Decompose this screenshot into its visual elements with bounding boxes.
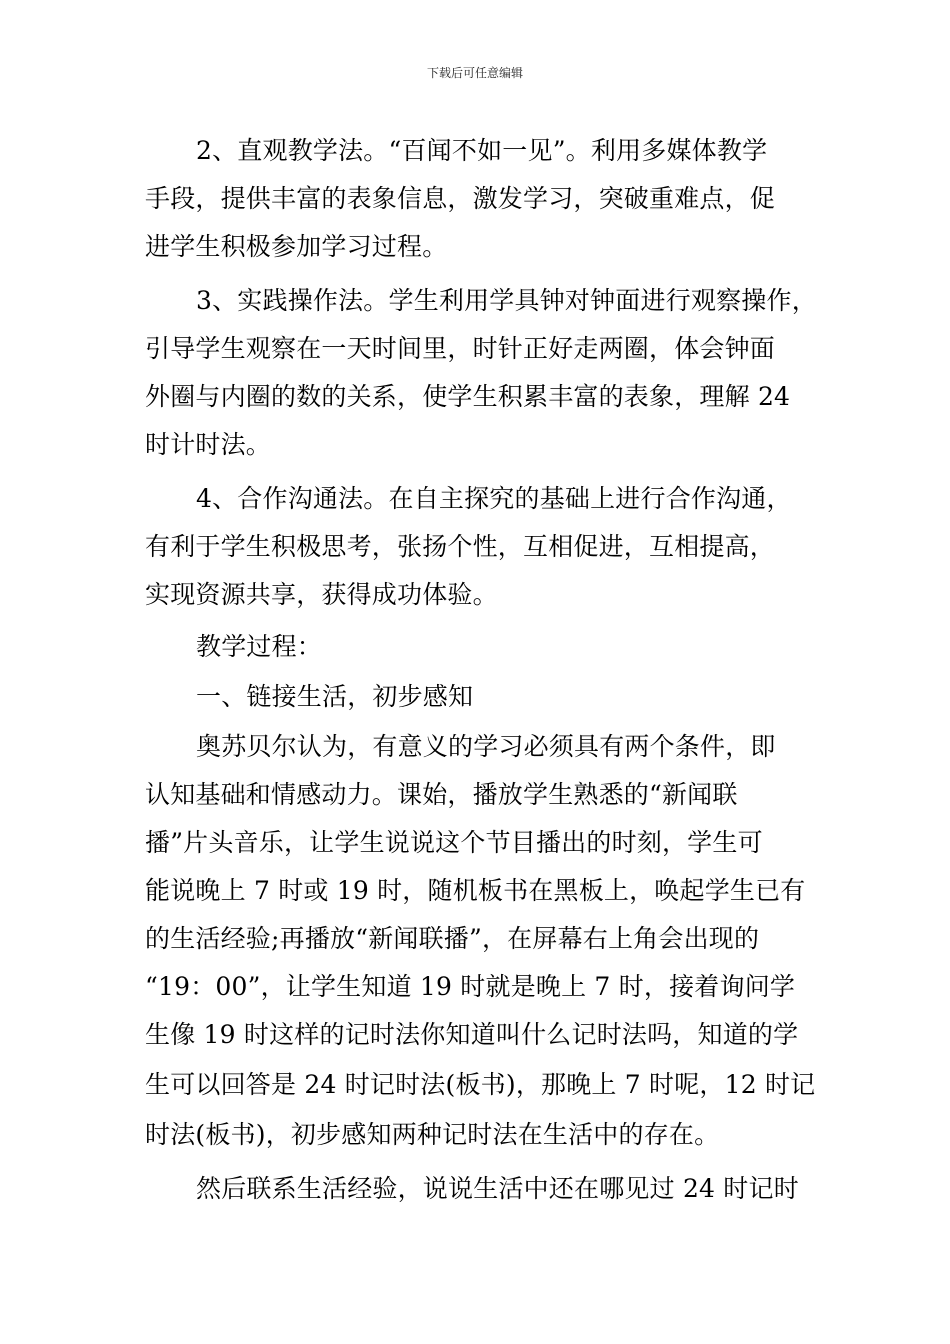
text-line: 然后联系生活经验，说说生活中还在哪见过 24 时记时 xyxy=(196,1174,799,1203)
text-line: 外圈与内圈的数的关系，使学生积累丰富的表象，理解 24 xyxy=(145,382,791,411)
text-line: 奥苏贝尔认为，有意义的学习必须具有两个条件，即 xyxy=(196,732,776,761)
text-line: 认知基础和情感动力。课始，播放学生熟悉的“新闻联 xyxy=(145,780,738,809)
text-line: 生像 19 时这样的记时法你知道叫什么记时法吗，知道的学 xyxy=(145,1020,799,1049)
text-line: 时计时法。 xyxy=(145,430,272,459)
text-line: 3、实践操作法。学生利用学具钟对钟面进行观察操作， xyxy=(196,286,817,315)
text-line: “19：00”，让学生知道 19 时就是晚上 7 时，接着询问学 xyxy=(145,972,796,1001)
page-header: 下载后可任意编辑 xyxy=(426,66,523,80)
text-line: 2、直观教学法。“百闻不如一见”。利用多媒体教学 xyxy=(196,136,768,165)
text-line: 4、合作沟通法。在自主探究的基础上进行合作沟通， xyxy=(196,484,792,513)
text-line: 的生活经验;再播放“新闻联播”，在屏幕右上角会出现的 xyxy=(145,924,760,953)
text-line: 教学过程： xyxy=(196,632,323,661)
text-line: 手段，提供丰富的表象信息，激发学习，突破重难点，促 xyxy=(145,184,776,213)
text-line: 一、链接生活，初步感知 xyxy=(196,682,474,711)
text-line: 有利于学生积极思考，张扬个性，互相促进，互相提高， xyxy=(145,532,776,561)
text-line: 实现资源共享，获得成功体验。 xyxy=(145,580,498,609)
text-line: 进学生积极参加学习过程。 xyxy=(145,232,448,261)
text-line: 时法(板书)，初步感知两种记时法在生活中的存在。 xyxy=(145,1120,720,1149)
text-line: 引导学生观察在一天时间里，时针正好走两圈，体会钟面 xyxy=(145,334,776,363)
text-line: 能说晚上 7 时或 19 时，随机板书在黑板上，唤起学生已有 xyxy=(145,876,806,905)
text-line: 生可以回答是 24 时记时法(板书)，那晚上 7 时呢，12 时记 xyxy=(145,1070,816,1099)
text-line: 播”片头音乐，让学生说说这个节目播出的时刻，学生可 xyxy=(145,828,763,857)
